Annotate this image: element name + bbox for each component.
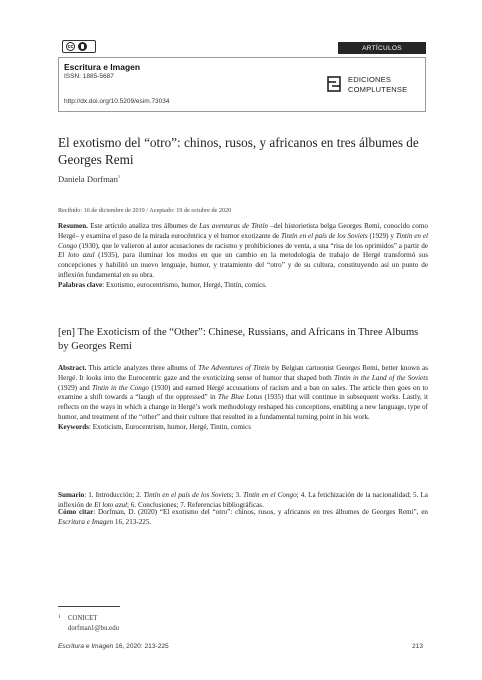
author [58,174,120,184]
abstract-text [58,364,428,421]
sumario-label: Sumario [58,491,85,499]
running-footer-issue: 16, 2020: 213-225 [113,643,169,650]
publisher-name-line2: COMPLUTENSE [348,85,408,94]
italic-title-text: Tintin in the Congo [92,383,149,392]
como-citar-block [58,508,428,528]
body-text: Este artículo analiza tres álbumes de [87,222,200,230]
body-text: ; 4. La fetichización de la nacionalidad; 5. La inflexión de [58,491,428,509]
doi-link[interactable]: http://dx.doi.org/10.5209/esim.73034 [64,98,170,105]
publisher-logo-icon [327,76,341,92]
body-text: (1935), para iluminar los modos en que un cambio en la metodología de trabajo de Hergé transformó sus concepciones y habilitó un nuevo lenguaje, humor, y tratamiento del “otro” y de su cultura, constituyendo así un punto de inflexión fundamental en su obra. [58,251,429,279]
italic-title-text: Tintín en el país de los Soviets [280,231,368,240]
sumario-text [58,491,428,509]
body-text: : Dorfman, D. (2020) “El exotismo del “otro”: chinos, rusos, y africanos en tres álbumes de Georges Remi”, en [93,508,429,516]
page-number: 213 [412,643,424,650]
publisher-name-line1: EDICIONES [348,75,392,84]
running-footer [58,643,169,650]
by-icon [78,42,87,51]
body-text: This article analyzes three albums of [86,364,199,372]
body-text: (1930) and earned Hergé accusations of racism and a ban on sales. The article then goes on to examine a shift towards a “laugh of the oppressed” in [58,383,428,402]
abstract-label: Abstract. [58,364,87,372]
italic-title-text: Tintin in the Land of the Soviets [334,373,428,382]
body-text: : 1. Introducción; 2. [84,491,144,499]
article-title-es: El exotismo del “otro”: chinos, rusos, y africanos en tres álbumes de Georges Remi [58,135,419,167]
italic-title-text: The Blue Lotus [217,393,263,402]
italic-title-text: El loto azul [94,500,128,509]
body-text: ; 3. [231,491,243,499]
received-accepted-dates: Recibido: 16 de diciembre de 2019 / Aceptado: 19 de octubre de 2020 [58,207,232,214]
body-text: (1929) y [367,231,396,240]
abstract-block [58,364,428,432]
palabras-clave-label: Palabras clave [58,280,103,289]
body-text: 16, 213-225. [113,517,152,526]
article-title-en: [en] The Exoticism of the “Other”: Chinese, Russians, and Africans in Three Albums by Georges Remi [58,327,419,352]
italic-title-text: Tintín en el país de los Soviets [143,491,232,499]
body-text: by Belgian cartoonist Georges Remi, better known as Hergé. It looks into the Eurocentric gaze and the exoticizing sense of humor that shaped both [58,364,428,382]
running-footer-journal: Escritura e Imagen [58,643,114,650]
italic-title-text: Escritura e Imagen [58,517,114,526]
journal-name: Escritura e Imagen [64,62,141,72]
section-tag: ARTÍCULOS [338,42,426,54]
issn: ISSN: 1885-5687 [64,73,114,80]
italic-title-text: Tintín en el Congo [58,231,428,250]
body-text: (1930), que le valieron al autor acusaciones de racismo y prohibiciones de venta, a una “risa de los oprimidos” a partir de [77,241,428,250]
footnote-mark: 1 [58,615,61,620]
italic-title-text: The Adventures of Tintin [198,364,270,372]
palabras-clave-text: : Exotismo, eurocentrismo, humor, Hergé, Tintín, comics. [102,280,267,289]
resumen-label: Resumen. [58,222,88,230]
resumen-text [58,222,428,279]
body-text: ; 6. Conclusiones; 7. Referencias bibliográficas. [127,500,264,509]
cc-by-license-badge[interactable] [62,40,96,53]
italic-title-text: Las aventuras de Tintín [199,222,268,230]
como-citar-text [58,508,428,526]
como-citar-label: Cómo citar [58,508,94,516]
footnote-email[interactable]: dorfman1@bu.edu [68,625,119,632]
body-text: (1929) and [58,383,93,392]
author-note-mark[interactable]: 1 [117,174,121,180]
footnote-affiliation: CONICET [68,615,98,622]
body-text: –del historietista belga Georges Remi, conocido como Hergé– y examina el paso de la mirada eurocéntrica y el humor exotizante de [58,222,428,240]
keywords-label: Keywords [58,422,89,431]
italic-title-text: Tintín en el Congo [242,491,297,499]
body-text: (1935) that will continue in subsequent works. Lastly, it reflects on the ways in which a change in Hergé’s work methodology reshaped his conceptions, enabling a new language, type of humor, and treatment of the “other” and their culture that resulted in a fundamental turning point in his work. [58,393,428,421]
cc-icon: cc [67,43,74,50]
keywords-text: : Exoticism, Eurocentrism, humor, Hergé, Tintin, comics [88,422,251,431]
resumen-block [58,222,428,290]
author-name: Daniela Dorfman [58,174,118,184]
footnote-rule [58,606,120,607]
italic-title-text: El loto azul [58,251,95,260]
